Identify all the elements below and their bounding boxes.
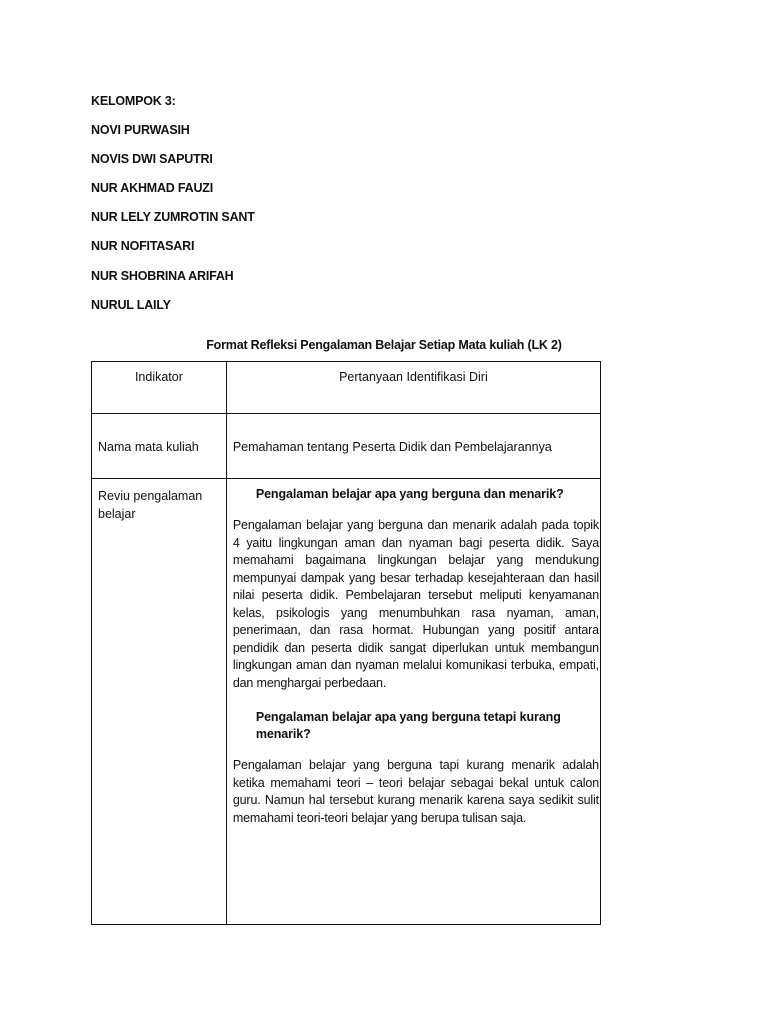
member-name: NOVIS DWI SAPUTRI — [91, 152, 213, 167]
member-name: NUR NOFITASARI — [91, 239, 195, 254]
review-label-cell — [92, 479, 227, 925]
review-content-cell — [226, 479, 600, 925]
table-row-course — [92, 414, 601, 479]
member-name: NUR LELY ZUMROTIN SANT — [91, 210, 255, 225]
document-title-text: Format Refleksi Pengalaman Belajar Setiap Mata kuliah (LK 2) — [206, 338, 562, 352]
course-value: Pemahaman tentang Peserta Didik dan Pembelajarannya — [232, 440, 552, 454]
answer-useful-interesting: Pengalaman belajar yang berguna dan menarik adalah pada topik 4 yaitu lingkungan aman dan nyaman bagi peserta didik. Saya memahami bagaimana lingkungan belajar yang mendukung mempunyai dampak yang besar terhadap kesejahteraan dan hasil nilai peserta didik. Pembelajaran tersebut meliputi kenyamanan kelas, psikologis yang menumbuhkan rasa nyaman, aman, penerimaan, dan rasa hormat. Hubungan yang positif antara pendidik dan peserta didik sangat diperlukan untuk membangun lingkungan aman dan nyaman melalui komunikasi terbuka, empati, dan menghargai perbedaan. — [232, 518, 599, 690]
course-label-cell — [92, 414, 227, 479]
table-header-row — [92, 362, 601, 414]
course-value-cell — [226, 414, 600, 479]
course-label: Nama mata kuliah — [98, 440, 199, 454]
header-cell-question: Pertanyaan Identifikasi Diri — [226, 362, 600, 414]
member-name: NUR SHOBRINA ARIFAH — [91, 268, 234, 283]
header-cell-indicator: Indikator — [92, 362, 227, 414]
question-useful-interesting: Pengalaman belajar apa yang berguna dan menarik? — [255, 487, 564, 501]
document-title — [91, 338, 681, 352]
member-name: NOVI PURWASIH — [91, 123, 190, 138]
member-name: NURUL LAILY — [91, 297, 171, 312]
review-label: Reviu pengalaman belajar — [98, 489, 203, 521]
table-row-review — [92, 479, 601, 925]
answer-useful-less-interesting: Pengalaman belajar yang berguna tapi kurang menarik adalah ketika memahami teori – teori belajar sebagai bekal untuk calon guru. Namun hal tersebut kurang menarik karena saya sedikit sulit memahami teori-teori belajar yang berupa tulisan saja. — [232, 758, 599, 825]
group-members-list — [91, 92, 255, 325]
reflection-table — [91, 361, 601, 925]
question-useful-less-interesting: Pengalaman belajar apa yang berguna tetapi kurang menarik? — [255, 710, 561, 741]
member-name: NUR AKHMAD FAUZI — [91, 181, 214, 196]
group-heading: KELOMPOK 3: — [91, 94, 176, 108]
